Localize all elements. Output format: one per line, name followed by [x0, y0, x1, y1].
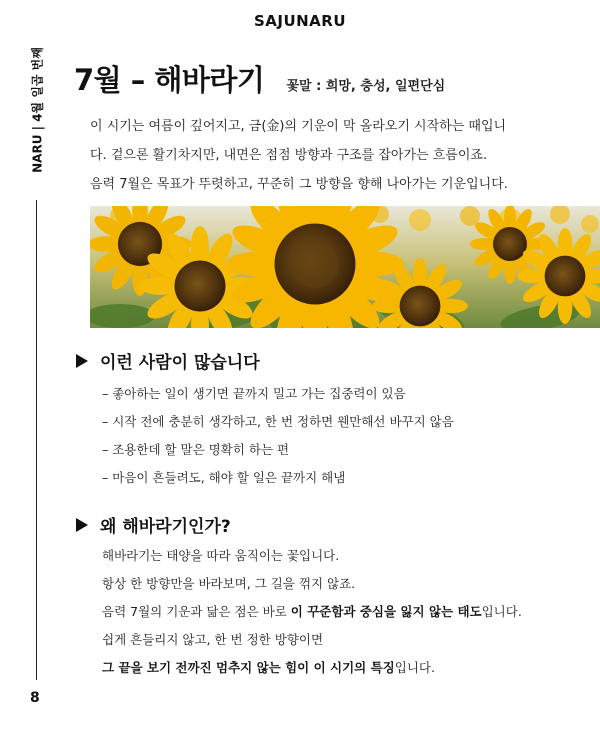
- flower-language: 꽃말 : 희망, 충성, 일편단심: [286, 79, 446, 94]
- why-text: 음력 7월의 기운과 닮은 점은 바로: [102, 604, 291, 619]
- sunflower-field-image: [90, 206, 600, 328]
- intro-line: 다. 겉으론 활기차지만, 내면은 점점 방향과 구조를 잡아가는 흐름이죠.: [90, 148, 488, 163]
- side-divider-line: [36, 200, 37, 680]
- section-heading-text: 이런 사람이 많습니다: [100, 353, 260, 373]
- title-row: [74, 58, 445, 99]
- section-heading-people: [76, 348, 260, 373]
- why-line: [102, 654, 522, 682]
- intro-line: 이 시기는 여름이 깊어지고, 금(金)의 기운이 막 올라오기 시작하는 때입니: [90, 119, 507, 134]
- side-label-box: [26, 40, 48, 180]
- page-title: 7월 – 해바라기: [74, 63, 265, 97]
- why-paragraph: [102, 542, 522, 682]
- list-item: – 좋아하는 일이 생기면 끝까지 밀고 가는 집중력이 있음: [102, 386, 406, 401]
- section-heading-text: 왜 해바라기인가?: [100, 517, 231, 537]
- why-emphasis: 이 꾸준함과 중심을 잃지 않는 태도: [290, 604, 482, 619]
- trait-list: [102, 380, 454, 492]
- brand-header: SAJUNARU: [253, 12, 347, 30]
- triangle-bullet-icon: [76, 518, 88, 532]
- why-line: 해바라기는 태양을 따라 움직이는 꽃입니다.: [102, 548, 340, 563]
- page-number: 8: [30, 690, 40, 706]
- why-text: 입니다.: [481, 604, 522, 619]
- side-label: NARU | 4월 일곱 번째: [30, 47, 45, 173]
- intro-paragraph: [90, 112, 590, 199]
- why-emphasis: 그 끝을 보기 전까진 멈추지 않는 힘이 이 시기의 특징: [102, 660, 395, 675]
- why-line: [102, 598, 522, 626]
- list-item: – 시작 전에 충분히 생각하고, 한 번 정하면 웬만해선 바꾸지 않음: [102, 414, 454, 429]
- list-item: – 조용한데 할 말은 명확히 하는 편: [102, 442, 290, 457]
- triangle-bullet-icon: [76, 354, 88, 368]
- section-heading-why: [76, 512, 231, 537]
- sunflower-field-photo: [90, 206, 600, 328]
- intro-line: 음력 7월은 목표가 뚜렷하고, 꾸준히 그 방향을 향해 나아가는 기운입니다.: [90, 177, 508, 192]
- why-line: 항상 한 방향만을 바라보며, 그 길을 꺾지 않죠.: [102, 576, 356, 591]
- list-item: – 마음이 흔들려도, 해야 할 일은 끝까지 해냄: [102, 470, 346, 485]
- why-text: 입니다.: [394, 660, 435, 675]
- why-line: 쉽게 흔들리지 않고, 한 번 정한 방향이면: [102, 632, 324, 647]
